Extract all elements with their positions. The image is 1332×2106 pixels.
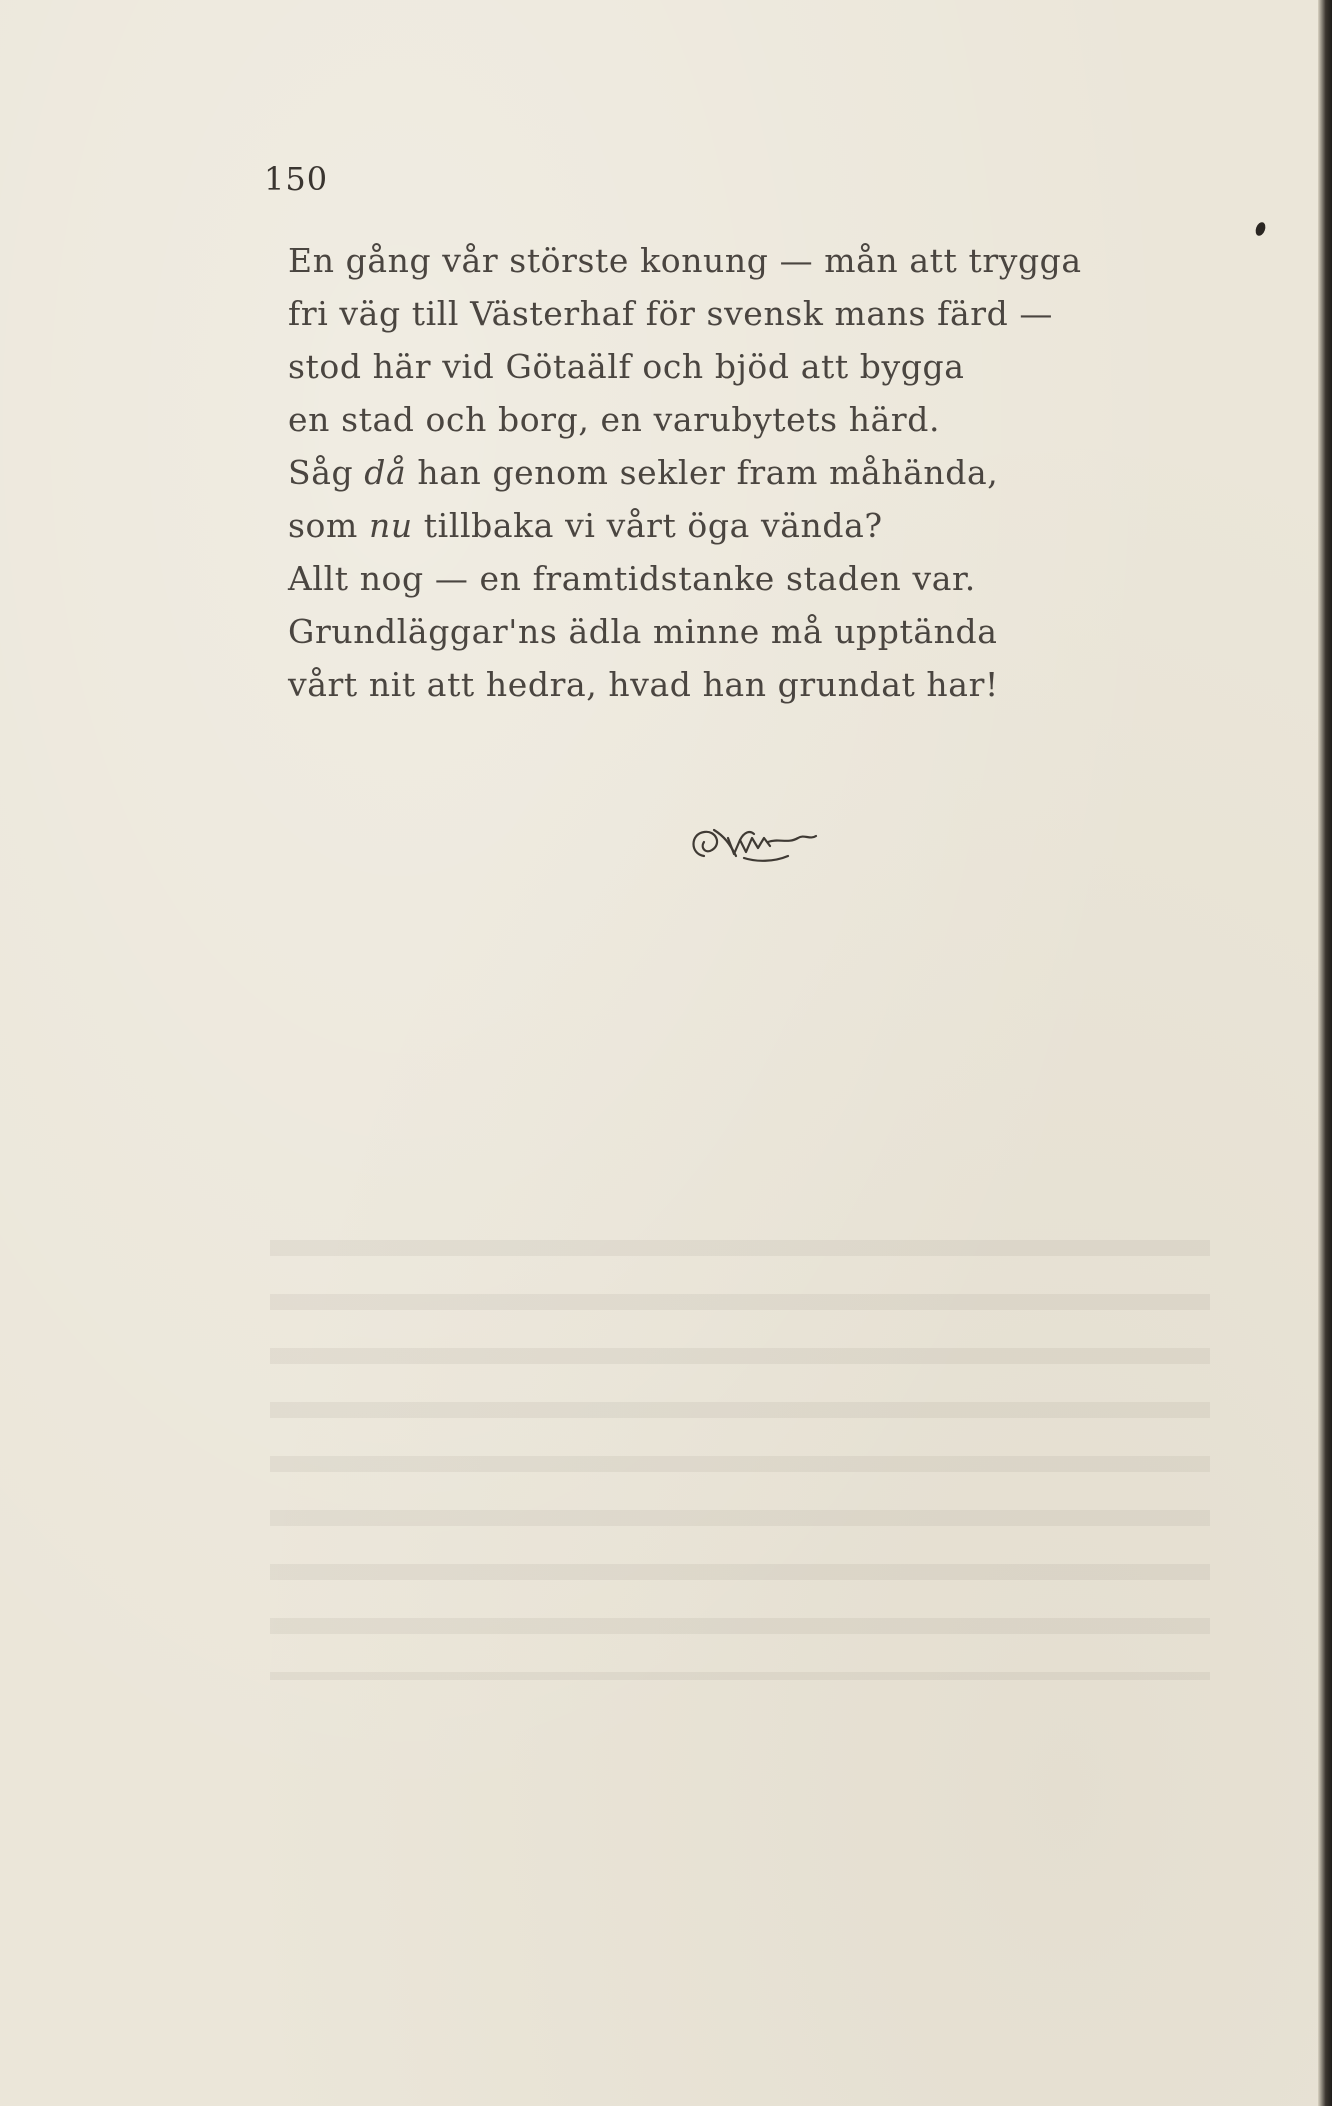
poem-line-start: Såg — [288, 453, 365, 492]
page-number: 150 — [264, 160, 329, 198]
poem-line-italic: då — [364, 453, 407, 492]
poem-line-italic: nu — [369, 506, 413, 545]
poem-line: En gång vår störste konung — mån att trygga — [288, 241, 1082, 280]
page-binding-edge — [1318, 0, 1332, 2106]
poem-line: stod här vid Götaälf och bjöd att bygga — [288, 347, 965, 386]
poem-line: fri väg till Västerhaf för svensk mans färd — — [288, 294, 1054, 333]
poem-line: en stad och borg, en varubytets härd. — [288, 400, 941, 439]
poem-line — [288, 499, 1228, 552]
ink-speck — [1254, 221, 1267, 237]
poem-line: vårt nit att hedra, hvad han grundat har! — [288, 665, 999, 704]
poem-line: Grundläggar'ns ädla minne må upptända — [288, 612, 998, 651]
poem-line — [288, 446, 1228, 499]
poem-line-start: som — [288, 506, 369, 545]
poem-stanza — [288, 234, 1228, 711]
tailpiece-flourish-icon — [684, 818, 824, 870]
poem-line: Allt nog — en framtidstanke staden var. — [288, 559, 976, 598]
show-through-text — [270, 1240, 1210, 1680]
poem-line-end: han genom sekler fram måhända, — [406, 453, 999, 492]
poem-line-end: tillbaka vi vårt öga vända? — [412, 506, 883, 545]
